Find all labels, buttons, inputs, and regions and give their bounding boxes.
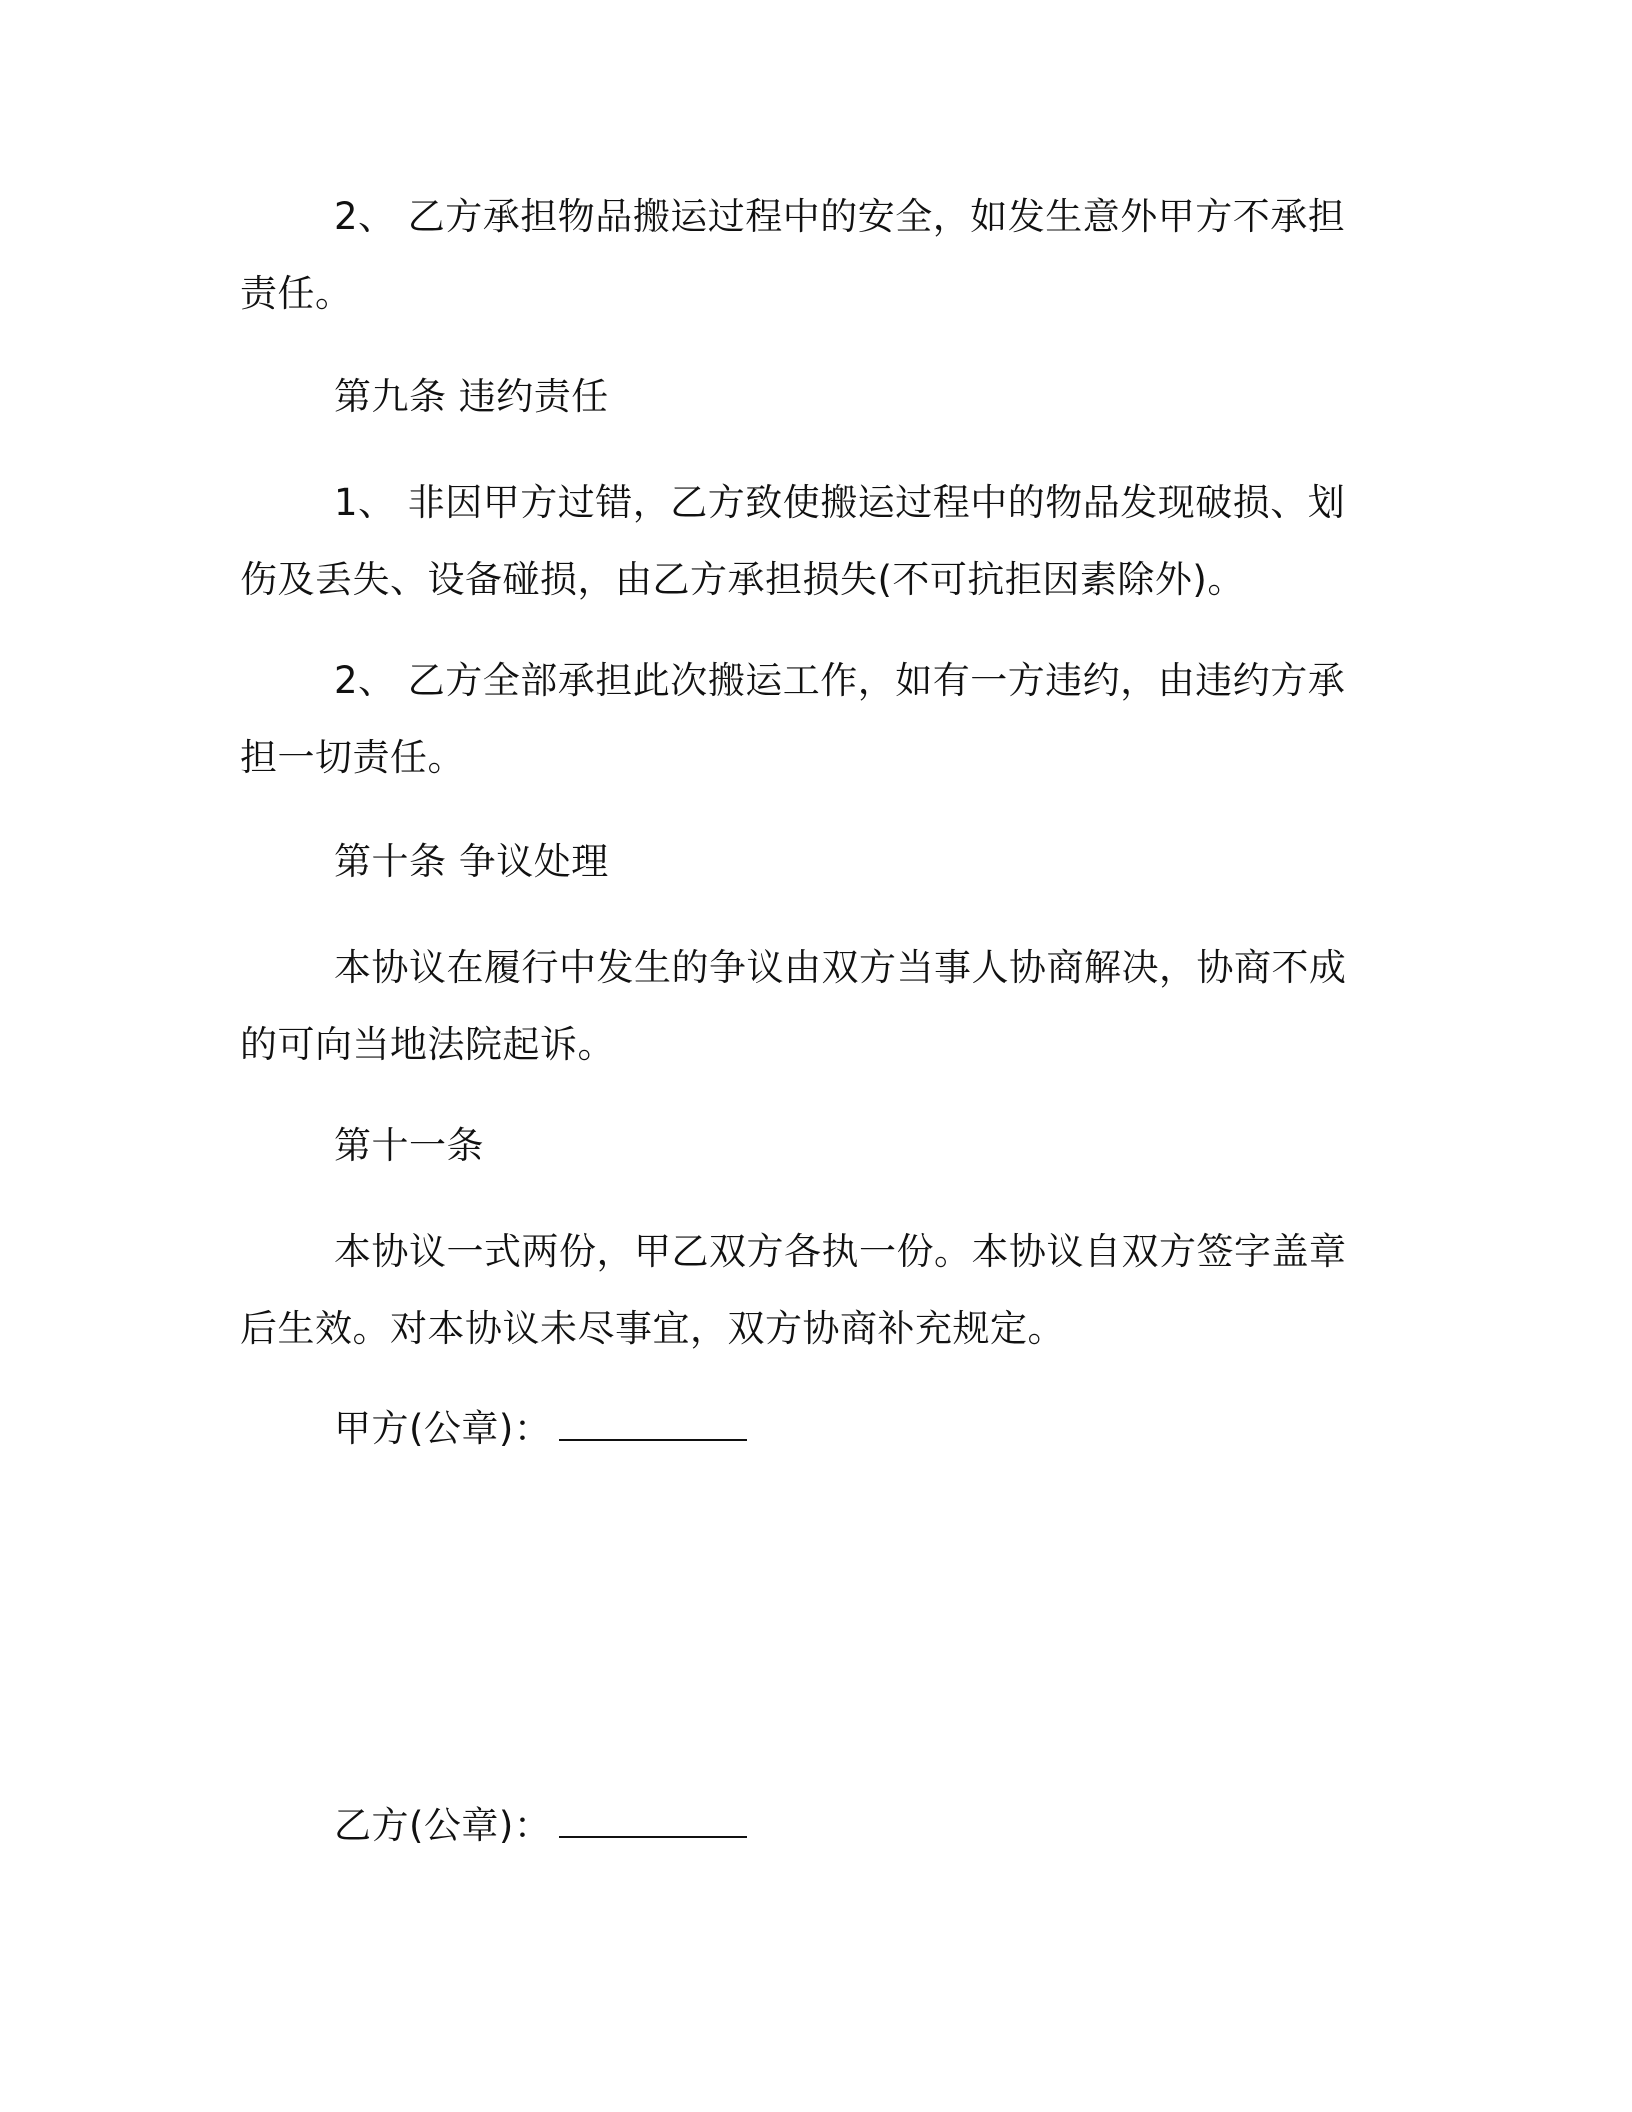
party-a-label: 甲方(公章)： — [334, 1407, 552, 1450]
article-9-item-2: 2、 乙方全部承担此次搬运工作，如有一方违约，由违约方承担一切责任。 — [240, 659, 1346, 779]
article-11-heading: 第十一条 — [334, 1124, 484, 1167]
article-10-body: 本协议在履行中发生的争议由双方当事人协商解决，协商不成的可向当地法院起诉。 — [240, 946, 1347, 1066]
article-9-item-1: 1、 非因甲方过错，乙方致使搬运过程中的物品发现破损、划伤及丢失、设备碰损，由乙方承担损失(不可抗拒因素除外)。 — [240, 481, 1346, 601]
clause-8-item-2: 2、 乙方承担物品搬运过程中的安全，如发生意外甲方不承担责任。 — [240, 195, 1346, 315]
party-a-signature-line — [559, 1409, 747, 1441]
article-9-heading: 第九条 违约责任 — [334, 375, 609, 418]
party-b-signature-line — [559, 1806, 747, 1838]
party-b-signature-row — [334, 1787, 1334, 1864]
party-b-label: 乙方(公章)： — [334, 1804, 552, 1847]
article-11-body: 本协议一式两份，甲乙双方各执一份。本协议自双方签字盖章后生效。对本协议未尽事宜，双方协商补充规定。 — [240, 1230, 1347, 1350]
article-10-heading: 第十条 争议处理 — [334, 840, 609, 883]
party-a-signature-row — [334, 1390, 1334, 1467]
